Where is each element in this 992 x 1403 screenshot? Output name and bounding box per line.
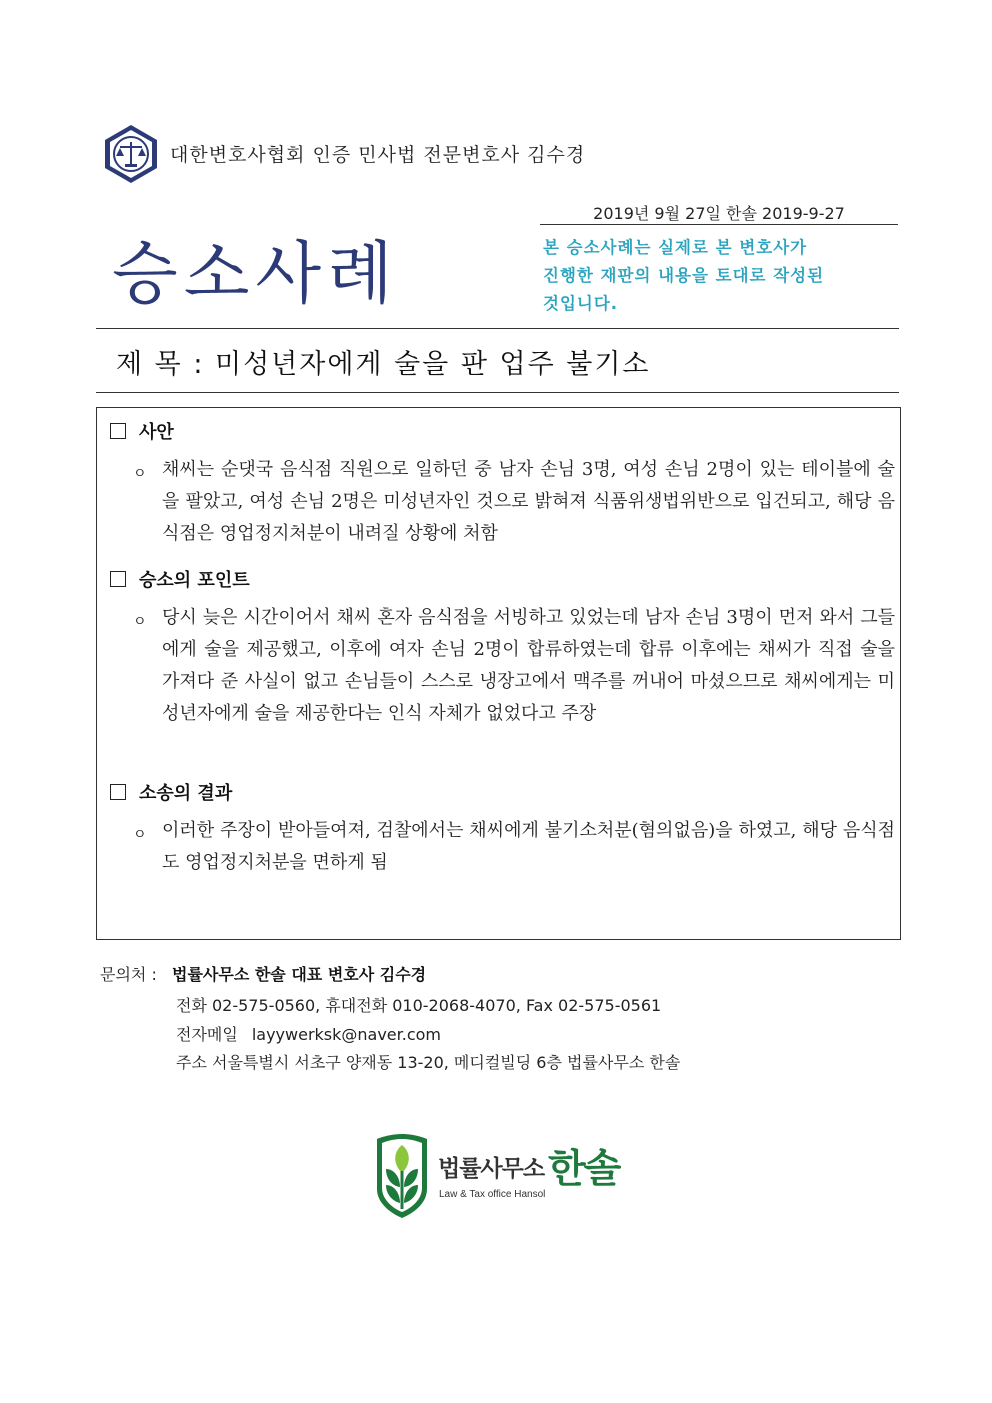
date-line: 2019년 9월 27일 한솔 2019-9-27 [593, 204, 845, 223]
logo-name-part1: 법률사무소 [438, 1156, 545, 1182]
section-heading-label: 승소의 포인트 [139, 570, 250, 591]
contact-phone: 전화 02-575-0560, 휴대전화 010-2068-4070, Fax 02-575-0561 [176, 996, 662, 1015]
email-link[interactable]: layywerksk@naver.com [251, 1025, 442, 1044]
subject-title: 제 목 : 미성년자에게 술을 판 업주 불기소 [116, 349, 651, 380]
section-text: 당시 늦은 시간이어서 채씨 혼자 음식점을 서빙하고 있었는데 남자 손님 3명이 먼저 와서 그들에게 술을 제공했고, 이후에 여자 손님 2명이 합류하였는데 합류 이후에는 채씨가 직접 술을 가져다 준 사실이 없고 손님들이 스스로 냉장고에서 맥주를 꺼내어 마셨으므로 채씨에게는 미성년자에게 술을 제공한다는 인식 자체가 없었다고 주장 [162, 607, 895, 724]
bullet-icon: ㅇ [133, 466, 147, 482]
logo-english: Law & Tax office Hansol [439, 1189, 546, 1200]
date-rule [540, 224, 898, 225]
association-text: 대한변호사협회 인증 민사법 전문변호사 김수경 [170, 144, 586, 166]
section-heading-label: 소송의 결과 [139, 783, 233, 804]
divider [96, 392, 899, 393]
section-text: 채씨는 순댓국 음식점 직원으로 일하던 중 남자 손님 3명, 여성 손님 2명이 있는 테이블에 술을 팔았고, 여성 손님 2명은 미성년자인 것으로 밝혀져 식품위생법위반으로 입건되고, 해당 음식점은 영업정지처분이 내려질 상황에 처함 [162, 459, 895, 544]
contact-name: 법률사무소 한솔 대표 변호사 김수경 [172, 965, 427, 984]
leaf-shield-icon [376, 1133, 428, 1219]
contact-label: 문의처 : [100, 965, 157, 984]
bullet-icon: ㅇ [133, 827, 147, 843]
section-heading-label: 사안 [139, 422, 174, 443]
contact-address: 주소 서울특별시 서초구 양재동 13-20, 메디컬빌딩 6층 법률사무소 한솔 [176, 1053, 681, 1072]
checkbox-icon [110, 784, 126, 800]
bullet-icon: ㅇ [133, 614, 147, 630]
checkbox-icon [110, 571, 126, 587]
contact-email-row [176, 1022, 441, 1045]
logo-name-part2: 한솔 [548, 1147, 620, 1192]
note-line: 진행한 재판의 내용을 토대로 작성된 [543, 266, 825, 285]
checkbox-icon [110, 423, 126, 439]
page-title: 승소사례 [112, 235, 399, 314]
section-heading-points [110, 566, 250, 592]
note-line: 본 승소사례는 실제로 본 변호사가 [543, 238, 808, 257]
header-note [543, 234, 898, 318]
section-text: 이러한 주장이 받아들여져, 검찰에서는 채씨에게 불기소처분(혐의없음)을 하였고, 해당 음식점도 영업정지처분을 면하게 됨 [162, 820, 895, 873]
divider [96, 328, 899, 329]
note-line: 것입니다. [543, 294, 619, 313]
section-heading-case [110, 418, 174, 444]
email-label: 전자메일 [176, 1025, 238, 1044]
bar-association-seal [100, 123, 162, 185]
section-heading-result [110, 779, 232, 805]
